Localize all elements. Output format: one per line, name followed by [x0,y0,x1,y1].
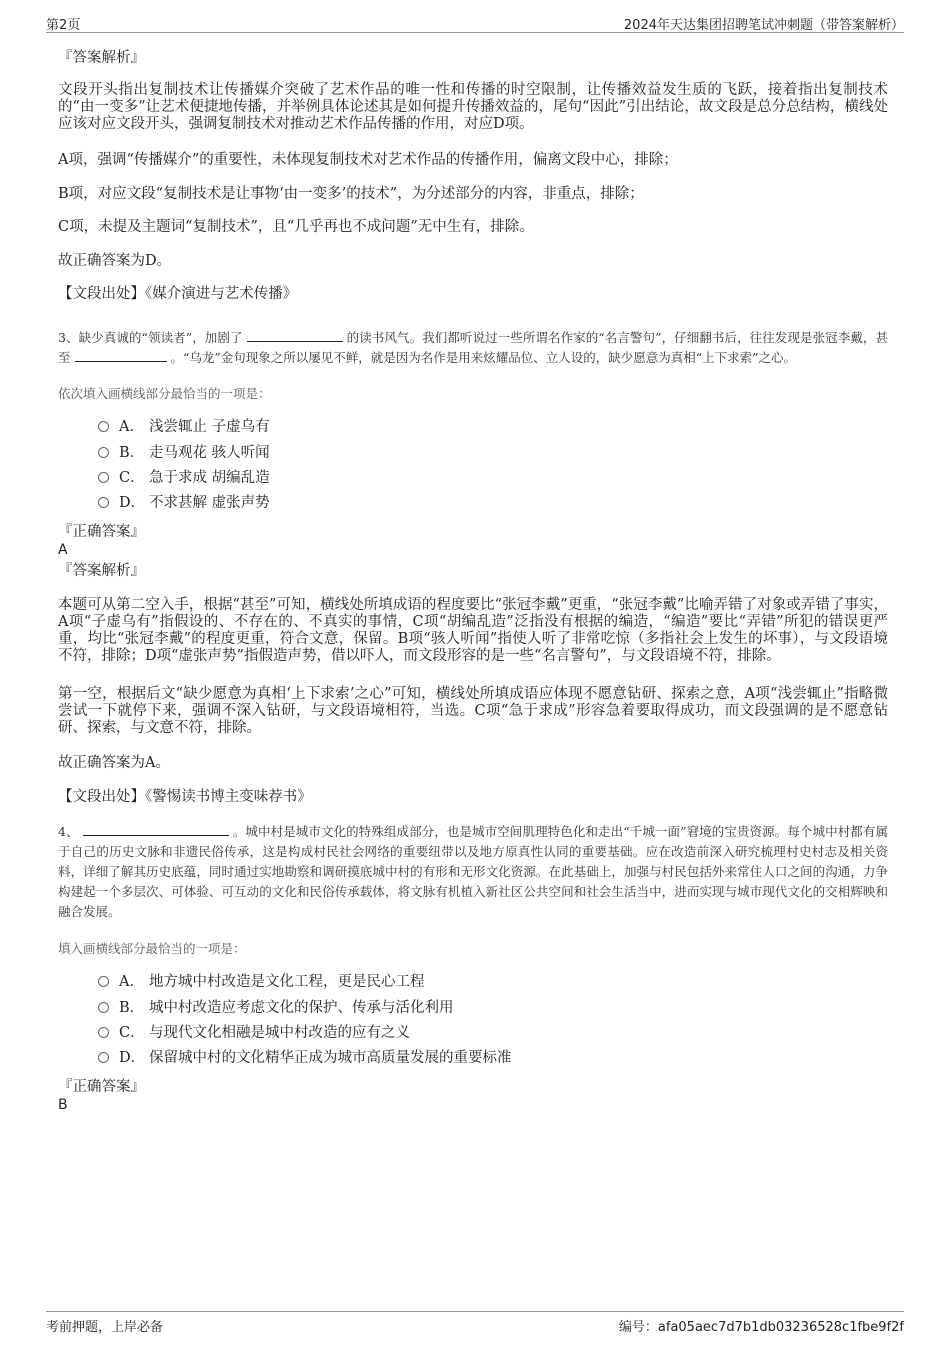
radio-icon[interactable] [98,976,109,987]
q4-blank [83,823,229,836]
radio-icon[interactable] [98,472,109,483]
q3-conclusion: 故正确答案为A。 [58,755,170,771]
q3-correct-label: 『正确答案』 [58,524,145,540]
q3-stem-part2: 的读书风气。我们都听说过一些所谓名作家的“名言警句”，仔细翻书后，往往发现是张冠李戴，甚至 [58,330,888,365]
page-number: 第2页 [46,18,81,33]
q3-option-a[interactable]: A． 浅尝辄止 子虚乌有 [98,417,270,437]
radio-icon[interactable] [98,1002,109,1013]
radio-icon[interactable] [98,447,109,458]
q3-blank-1 [247,329,343,342]
q3-source: 【文段出处】《警惕读书博主变味荐书》 [58,789,312,805]
q4-option-c[interactable]: C． 与现代文化相融是城中村改造的应有之义 [98,1023,410,1043]
q2-option-a-analysis: A项，强调“传播媒介”的重要性，未体现复制技术对艺术作品的传播作用，偏离文段中心，排除； [58,152,678,168]
footer-serial: 编号：afa05aec7d7b1db03236528c1fbe9f2f [618,1320,904,1335]
document-title: 2024年天达集团招聘笔试冲刺题（带答案解析） [623,18,904,33]
q3-option-b[interactable]: B． 走马观花 骇人听闻 [98,443,270,463]
q4-prompt: 填入画横线部分最恰当的一项是： [58,941,246,956]
q3-analysis-paragraph-2: 第一空，根据后文“缺少愿意为真相‘上下求索’之心”可知，横线处所填成语应体现不愿意钻研、探索之意，A项“浅尝辄止”指略微尝试一下就停下来，强调不深入钻研，与文段语境相符，当选。C项“急于求成”形容急着要取得成功，而文段强调的是不愿意钻研、探索，与文意不符，排除。 [58,686,888,736]
page-footer [46,1311,904,1336]
q2-conclusion: 故正确答案为D。 [58,253,172,269]
q3-stem [58,328,888,368]
radio-icon[interactable] [98,497,109,508]
q2-analysis-paragraph: 文段开头指出复制技术让传播媒介突破了艺术作品的唯一性和传播的时空限制，让传播效益发生质的飞跃，接着指出复制技术的“由一变多”让艺术便捷地传播，并举例具体论述其是如何提升传播效益的，尾句“因此”引出结论，故文段是总分总结构，横线处应该对应文段开头，强调复制技术对推动艺术作品传播的作用，对应D项。 [58,82,888,132]
q2-option-b-analysis: B项，对应文段“复制技术是让事物‘由一变多’的技术”，为分述部分的内容，非重点，排除； [58,186,644,202]
q4-correct-answer: B [58,1097,68,1113]
q3-analysis-label: 『答案解析』 [58,563,145,579]
radio-icon[interactable] [98,1027,109,1038]
q4-stem-text: 。城中村是城市文化的特殊组成部分，也是城市空间肌理特色化和走出“千城一面”窘境的宝贵资源。每个城中村都有属于自己的历史文脉和非遗民俗传承，这是构成村民社会网络的重要纽带以及地方原真性认同的重要基础。应在改造前深入研究梳理村史村志及相关资料，详细了解其历史底蕴，同时通过实地勘察和调研摸底城中村的有形和无形文化资源。在此基础上，加强与村民包括外来常住人口之间的沟通，力争构建起一个多层次、可体验、可互动的文化和民俗传承载体，将文脉有机植入新社区公共空间和社会生活当中，进而实现与城市现代文化的交相辉映和融合发展。 [58,824,888,919]
page-header [46,10,904,33]
footer-slogan: 考前押题，上岸必备 [46,1320,164,1335]
q3-stem-part1: 3、缺少真诚的“领读者”，加剧了 [58,330,243,345]
q3-option-c[interactable]: C． 急于求成 胡编乱造 [98,468,270,488]
q2-option-c-analysis: C项，未提及主题词“复制技术”，且“几乎再也不成问题”无中生有，排除。 [58,219,534,235]
q2-source: 【文段出处】《媒介演进与艺术传播》 [58,286,298,302]
radio-icon[interactable] [98,1052,109,1063]
q4-option-b[interactable]: B． 城中村改造应考虑文化的保护、传承与活化利用 [98,998,454,1018]
q3-blank-2 [75,349,167,362]
q2-analysis-label: 『答案解析』 [58,50,145,66]
q3-prompt: 依次填入画横线部分最恰当的一项是： [58,386,271,401]
q4-option-a[interactable]: A． 地方城中村改造是文化工程，更是民心工程 [98,972,425,992]
q3-correct-answer: A [58,542,68,558]
q4-correct-label: 『正确答案』 [58,1079,145,1095]
radio-icon[interactable] [98,421,109,432]
q3-stem-part3: 。“乌龙”金句现象之所以屡见不鲜，就是因为名作是用来炫耀品位、立人设的，缺少愿意为真相“上下求索”之心。 [170,350,797,365]
q4-option-d[interactable]: D． 保留城中村的文化精华正成为城市高质量发展的重要标准 [98,1048,512,1068]
q3-option-d[interactable]: D． 不求甚解 虚张声势 [98,493,270,513]
q4-stem [58,822,888,922]
q3-analysis-paragraph-1: 本题可从第二空入手，根据“甚至”可知，横线处所填成语的程度要比“张冠李戴”更重，“张冠李戴”比喻弄错了对象或弄错了事实，A项“子虚乌有”指假设的、不存在的、不真实的事情，C项“胡编乱造”泛指没有根据的编造，“编造”要比“弄错”所犯的错误更严重，均比“张冠李戴”的程度更重，符合文意，保留。B项“骇人听闻”指使人听了非常吃惊（多指社会上发生的坏事），与文段语境不符，排除；D项“虚张声势”指假造声势，借以吓人，而文段形容的是一些“名言警句”，与文段语境不符，排除。 [58,597,888,664]
q4-number: 4、 [58,824,79,839]
